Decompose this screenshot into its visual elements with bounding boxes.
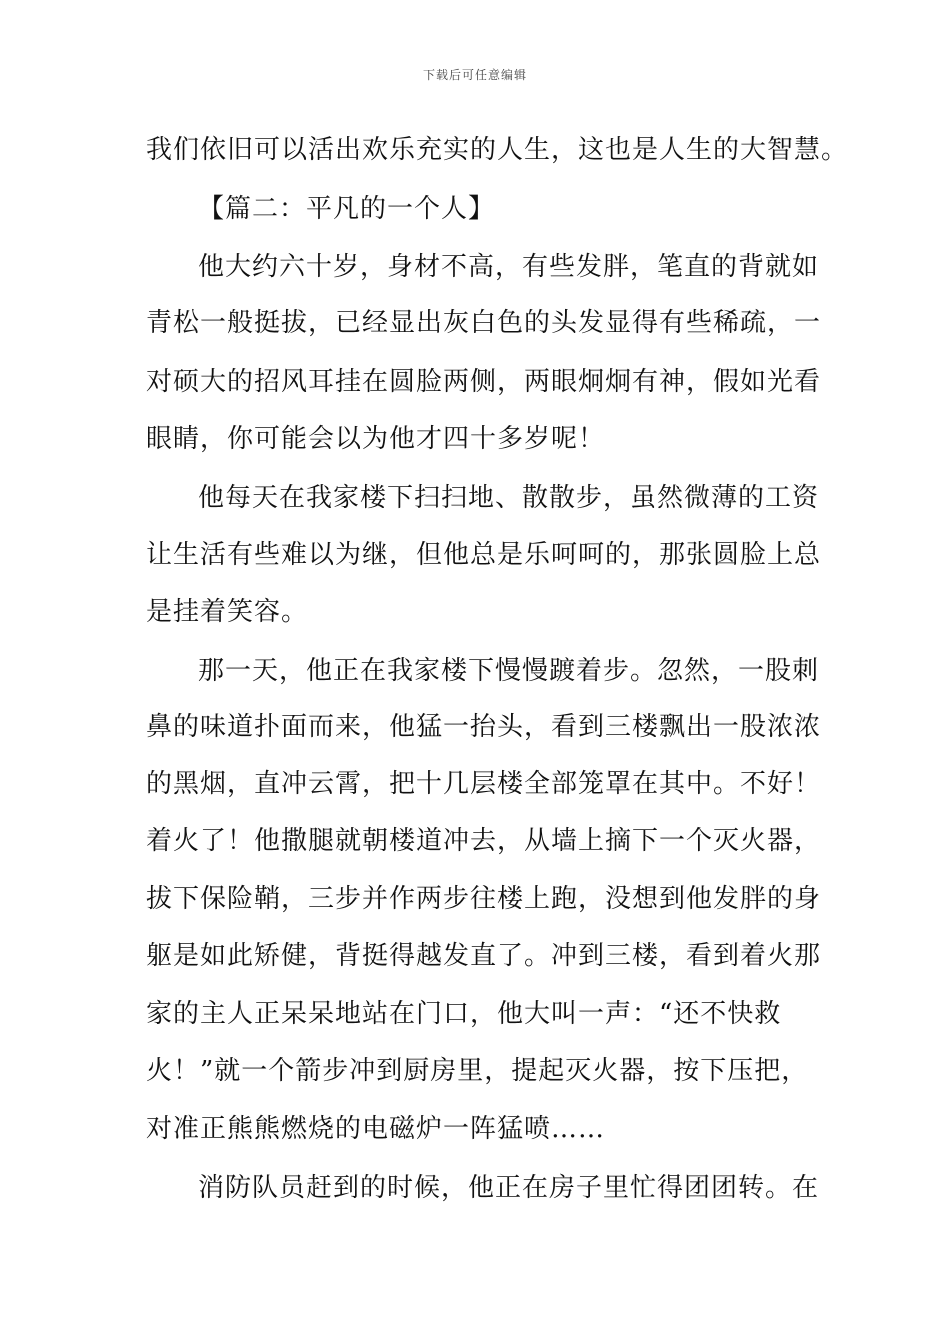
text-line: 他大约六十岁，身材不高，有些发胖，笔直的背就如 <box>198 252 820 282</box>
text-line: 对准正熊熊燃烧的电磁炉一阵猛喷…… <box>146 1114 606 1144</box>
page-header: 下载后可任意编辑 <box>422 68 527 82</box>
text-line: 那一天，他正在我家楼下慢慢踱着步。忽然，一股刺 <box>198 656 820 686</box>
text-line: 火！”就一个箭步冲到厨房里，提起灭火器，按下压把， <box>146 1056 809 1086</box>
text-line: 消防队员赶到的时候，他正在房子里忙得团团转。在 <box>198 1173 820 1203</box>
text-line: 对硕大的招风耳挂在圆脸两侧，两眼炯炯有神，假如光看 <box>146 367 822 397</box>
text-line: 着火了！他撒腿就朝楼道冲去，从墙上摘下一个灭火器， <box>146 826 822 856</box>
text-line: 鼻的味道扑面而来，他猛一抬头，看到三楼飘出一股浓浓 <box>146 712 822 742</box>
text-line: 拔下保险鞘，三步并作两步往楼上跑，没想到他发胖的身 <box>146 884 822 914</box>
text-line: 是挂着笑容。 <box>146 597 309 627</box>
text-line: 眼睛，你可能会以为他才四十多岁呢！ <box>146 424 606 454</box>
section-heading: 【篇二：平凡的一个人】 <box>198 194 496 224</box>
text-line: 青松一般挺拔，已经显出灰白色的头发显得有些稀疏，一 <box>146 308 822 338</box>
text-line: 家的主人正呆呆地站在门口，他大叫一声：“还不快救 <box>146 999 782 1029</box>
text-line: 让生活有些难以为继，但他总是乐呵呵的，那张圆脸上总 <box>146 540 822 570</box>
text-line: 他每天在我家楼下扫扫地、散散步，虽然微薄的工资 <box>198 483 820 513</box>
text-line: 躯是如此矫健，背挺得越发直了。冲到三楼，看到着火那 <box>146 941 822 971</box>
text-line: 的黑烟，直冲云霄，把十几层楼全部笼罩在其中。不好！ <box>146 769 822 799</box>
text-line: 我们依旧可以活出欢乐充实的人生，这也是人生的大智慧。 <box>146 135 849 165</box>
